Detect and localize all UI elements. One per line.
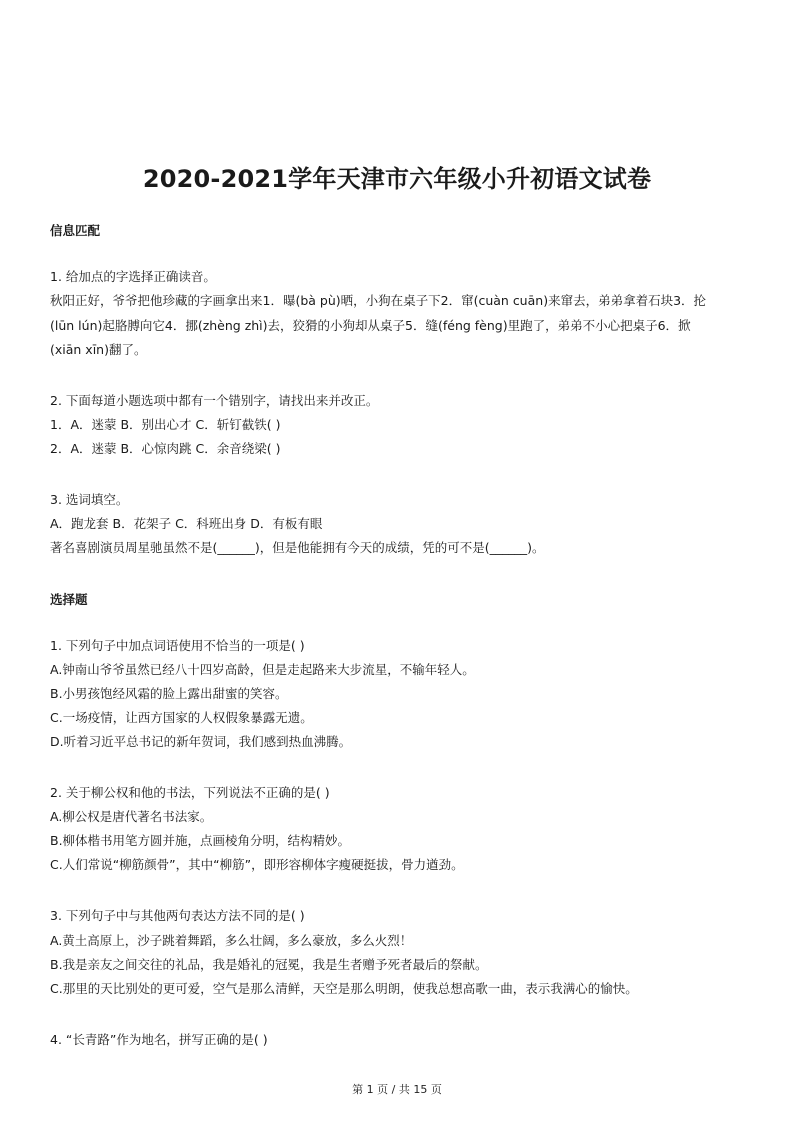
question-3-stem: 3. 选词填空。 <box>50 492 129 507</box>
page-title: 2020-2021学年天津市六年级小升初语文试卷 <box>142 165 652 193</box>
choice-question-1-option-c: C.一场疫情，让西方国家的人权假象暴露无遗。 <box>50 710 313 725</box>
choice-question-2-option-c: C.人们常说“柳筋颜骨”，其中“柳筋”，即形容柳体字瘦硬挺拔，骨力遒劲。 <box>50 857 464 872</box>
question-2-item-2: 2．A．迷蒙 B．心惊肉跳 C．余音绕梁( ) <box>50 441 281 456</box>
choice-question-1-option-d: D.听着习近平总书记的新年贺词，我们感到热血沸腾。 <box>50 734 352 749</box>
choice-question-3-option-c: C.那里的天比别处的更可爱，空气是那么清鲜，天空是那么明朗，使我总想高歌一曲，表示我满心的愉快。 <box>50 981 638 996</box>
question-3-sentence: 著名喜剧演员周星驰虽然不是(______)，但是他能拥有今天的成绩，凭的可不是(______)。 <box>50 540 545 555</box>
question-1-line-2: (lūn lún)起胳膊向它4．挪(zhèng zhì)去，狡猾的小狗却从桌子5．缝(féng fèng)里跑了，弟弟不小心把桌子6．掀 <box>50 318 691 333</box>
question-3-options: A．跑龙套 B．花架子 C．科班出身 D．有板有眼 <box>50 516 323 531</box>
choice-question-3-option-b: B.我是亲友之间交往的礼品，我是婚礼的冠冕，我是生者赠予死者最后的祭献。 <box>50 957 488 972</box>
section-heading-info-match: 信息匹配 <box>50 223 101 238</box>
choice-question-3-option-a: A.黄土高原上，沙子跳着舞蹈，多么壮阔，多么豪放，多么火烈！ <box>50 933 413 948</box>
choice-question-2-option-a: A.柳公权是唐代著名书法家。 <box>50 809 213 824</box>
question-1-line-3: (xiān xīn)翻了。 <box>50 342 147 357</box>
choice-question-3-stem: 3. 下列句子中与其他两句表达方法不同的是( ) <box>50 908 305 923</box>
choice-question-1-stem: 1. 下列句子中加点词语使用不恰当的一项是( ) <box>50 638 305 653</box>
section-heading-choice: 选择题 <box>50 592 88 607</box>
choice-question-1-option-a: A.钟南山爷爷虽然已经八十四岁高龄，但是走起路来大步流星，不输年轻人。 <box>50 662 475 677</box>
question-1-stem: 1. 给加点的字选择正确读音。 <box>50 269 216 284</box>
question-2-stem: 2. 下面每道小题选项中都有一个错别字，请找出来并改正。 <box>50 393 379 408</box>
choice-question-1-option-b: B.小男孩饱经风霜的脸上露出甜蜜的笑容。 <box>50 686 288 701</box>
question-1-line-1: 秋阳正好，爷爷把他珍藏的字画拿出来1．曝(bà pù)晒，小狗在桌子下2．窜(cuàn cuān)来窜去，弟弟拿着石块3．抡 <box>50 293 707 308</box>
question-2-item-1: 1．A．迷蒙 B．别出心才 C．斩钉截铁( ) <box>50 417 281 432</box>
choice-question-2-stem: 2. 关于柳公权和他的书法，下列说法不正确的是( ) <box>50 785 330 800</box>
page-footer: 第 1 页 / 共 15 页 <box>352 1083 442 1096</box>
choice-question-2-option-b: B.柳体楷书用笔方圆并施，点画棱角分明，结构精妙。 <box>50 833 351 848</box>
choice-question-4-stem: 4. “长青路”作为地名，拼写正确的是( ) <box>50 1032 268 1047</box>
